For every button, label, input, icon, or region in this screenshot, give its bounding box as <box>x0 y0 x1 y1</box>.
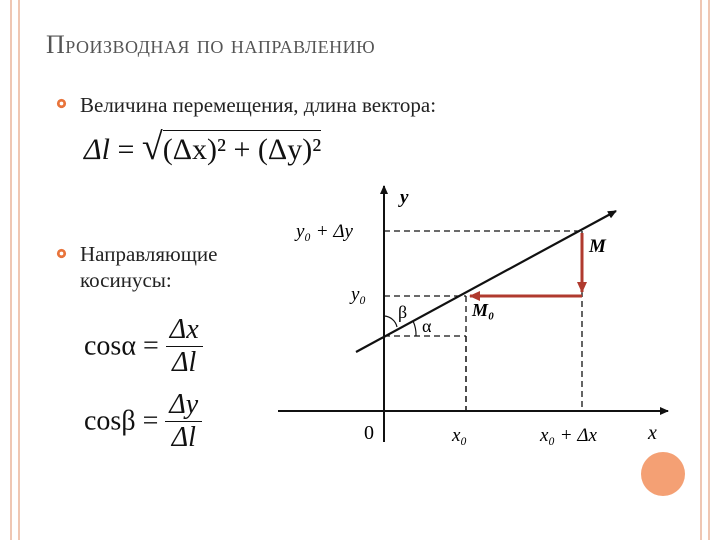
angle-beta-arc <box>384 316 397 327</box>
direction-line <box>356 211 616 352</box>
formula-cos-beta-eq: = <box>142 405 159 437</box>
bullet-text-cosines: Направляющие косинусы: <box>80 242 218 292</box>
y-tick-y0: y₀ <box>351 284 367 305</box>
angle-label-beta: β <box>398 302 408 322</box>
point-label-m0: M₀ <box>472 300 495 320</box>
formula-cos-alpha-eq: = <box>143 330 159 362</box>
fraction-numerator: Δx <box>166 314 203 347</box>
formula-cos-alpha-lhs: cosα <box>84 330 136 362</box>
angle-label-alpha: α <box>422 316 432 336</box>
bullet-text-length: Величина перемещения, длина вектора: <box>80 93 437 117</box>
formula-length-eq: = <box>117 133 135 166</box>
x-tick-x0: x₀ <box>452 425 468 446</box>
point-label-m: M <box>589 236 606 257</box>
origin-label: 0 <box>364 422 374 444</box>
axis-y-label: y <box>400 187 409 208</box>
slide-title: Производная по направлению <box>46 30 376 59</box>
decorative-dot <box>641 452 685 496</box>
fraction-numerator: Δy <box>165 389 202 422</box>
sqrt-icon: √ <box>141 126 163 168</box>
fraction-denominator: Δl <box>172 347 197 378</box>
formula-cos-beta-lhs: cosβ <box>84 405 136 437</box>
y-tick-y0-dy: y₀ + Δy <box>296 221 353 242</box>
axis-x-label: x <box>648 422 657 444</box>
formula-length-radicand: (Δx)² + (Δy)² <box>163 130 321 166</box>
fraction-denominator: Δl <box>171 422 196 453</box>
formula-length-lhs: Δl <box>84 133 110 166</box>
angle-alpha-arc <box>413 321 416 336</box>
x-tick-x0-dx: x₀ + Δx <box>540 425 597 446</box>
